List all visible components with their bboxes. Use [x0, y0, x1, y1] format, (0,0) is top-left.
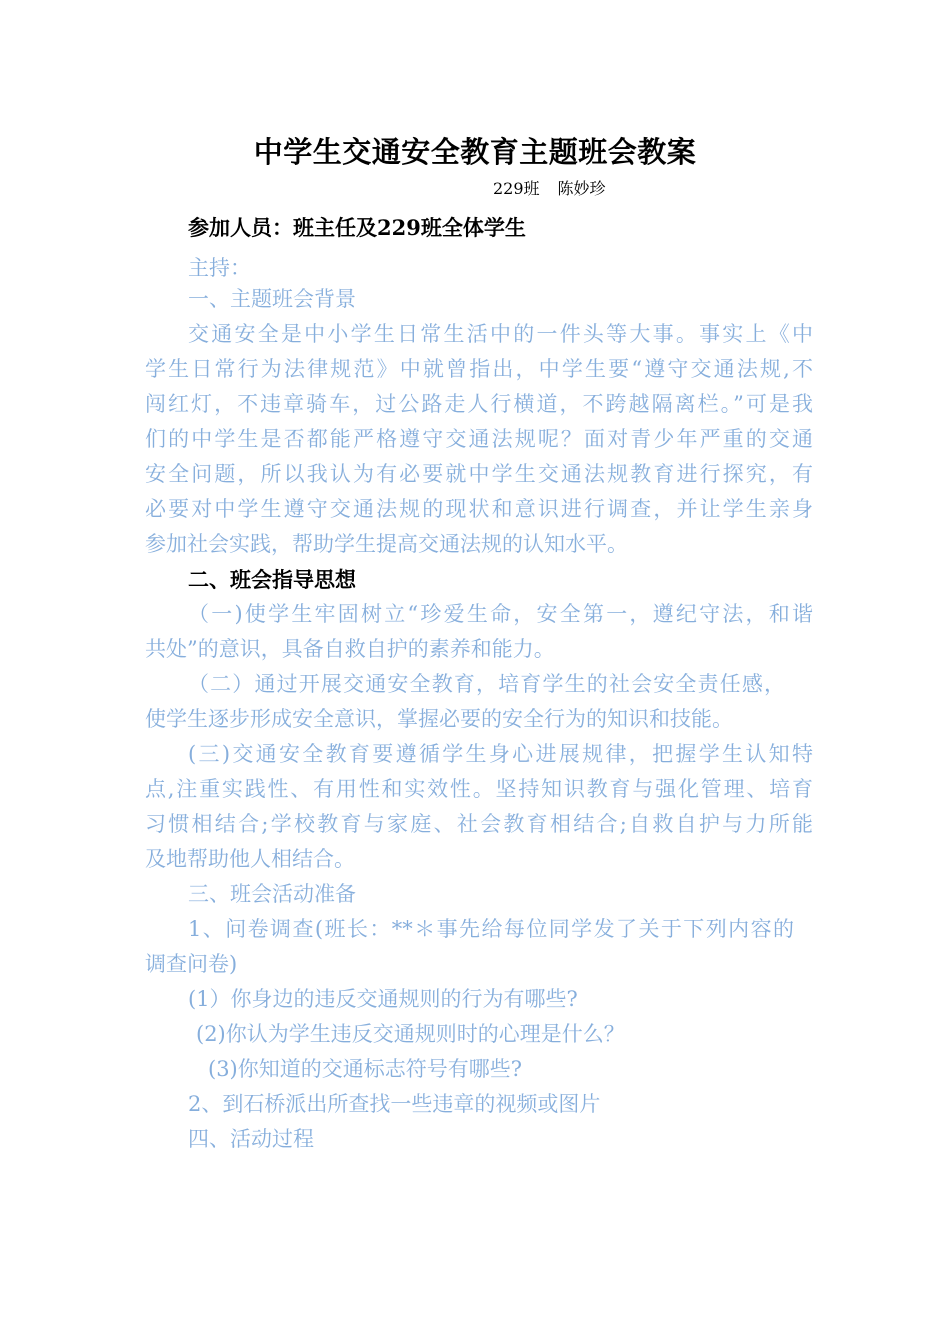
- paragraph-line: 交通安全是中小学生日常生活中的一件头等大事。事实上《中: [188, 322, 813, 346]
- list-item: (1）你身边的违反交通规则的行为有哪些?: [188, 987, 578, 1011]
- host-line: 主持：: [188, 256, 251, 280]
- class-label: 229班: [493, 179, 540, 198]
- participants-line: 参加人员：班主任及229班全体学生: [188, 215, 526, 240]
- section-heading-4: 四、活动过程: [188, 1127, 314, 1151]
- author-line: [493, 176, 606, 199]
- paragraph-line: 必要对中学生遵守交通法规的现状和意识进行调查，并让学生亲身: [145, 497, 813, 521]
- paragraph-line: 习惯相结合;学校教育与家庭、社会教育相结合;自救自护与力所能: [145, 812, 813, 836]
- list-item: (3)你知道的交通标志符号有哪些?: [208, 1057, 523, 1081]
- document-title: 中学生交通安全教育主题班会教案: [253, 135, 697, 169]
- paragraph-line: 学生日常行为法律规范》中就曾指出，中学生要“遵守交通法规,不: [145, 357, 813, 381]
- paragraph-line: 点,注重实践性、有用性和实效性。坚持知识教育与强化管理、培育: [145, 777, 813, 801]
- paragraph-line: （二）通过开展交通安全教育，培育学生的社会安全责任感，: [188, 672, 785, 696]
- paragraph-line: （一)使学生牢固树立“珍爱生命，安全第一，遵纪守法，和谐: [188, 602, 813, 626]
- paragraph-line: 及地帮助他人相结合。: [145, 847, 355, 871]
- paragraph-line: 共处”的意识，具备自救自护的素养和能力。: [145, 637, 555, 661]
- list-item: (2)你认为学生违反交通规则时的心理是什么？: [196, 1022, 625, 1046]
- paragraph-line: 闯红灯，不违章骑车，过公路走人行横道，不跨越隔离栏。”可是我: [145, 392, 813, 416]
- section-heading-2: 二、班会指导思想: [188, 567, 356, 592]
- list-item: 2、到石桥派出所查找一些违章的视频或图片: [188, 1092, 601, 1116]
- paragraph-line: 参加社会实践，帮助学生提高交通法规的认知水平。: [145, 532, 628, 556]
- paragraph-line: 调查问卷): [145, 952, 238, 976]
- section-heading-1: 一、主题班会背景: [188, 287, 356, 311]
- section-heading-3: 三、班会活动准备: [188, 882, 356, 906]
- author-name: 陈妙珍: [557, 179, 606, 198]
- paragraph-line: 使学生逐步形成安全意识，掌握必要的安全行为的知识和技能。: [145, 707, 733, 731]
- paragraph-line: 安全问题，所以我认为有必要就中学生交通法规教育进行探究，有: [145, 462, 813, 486]
- paragraph-line: 们的中学生是否都能严格遵守交通法规呢？面对青少年严重的交通: [145, 427, 813, 451]
- paragraph-line: (三)交通安全教育要遵循学生身心进展规律，把握学生认知特: [188, 742, 813, 766]
- paragraph-line: 1、问卷调查(班长：**＊事先给每位同学发了关于下列内容的: [188, 917, 794, 941]
